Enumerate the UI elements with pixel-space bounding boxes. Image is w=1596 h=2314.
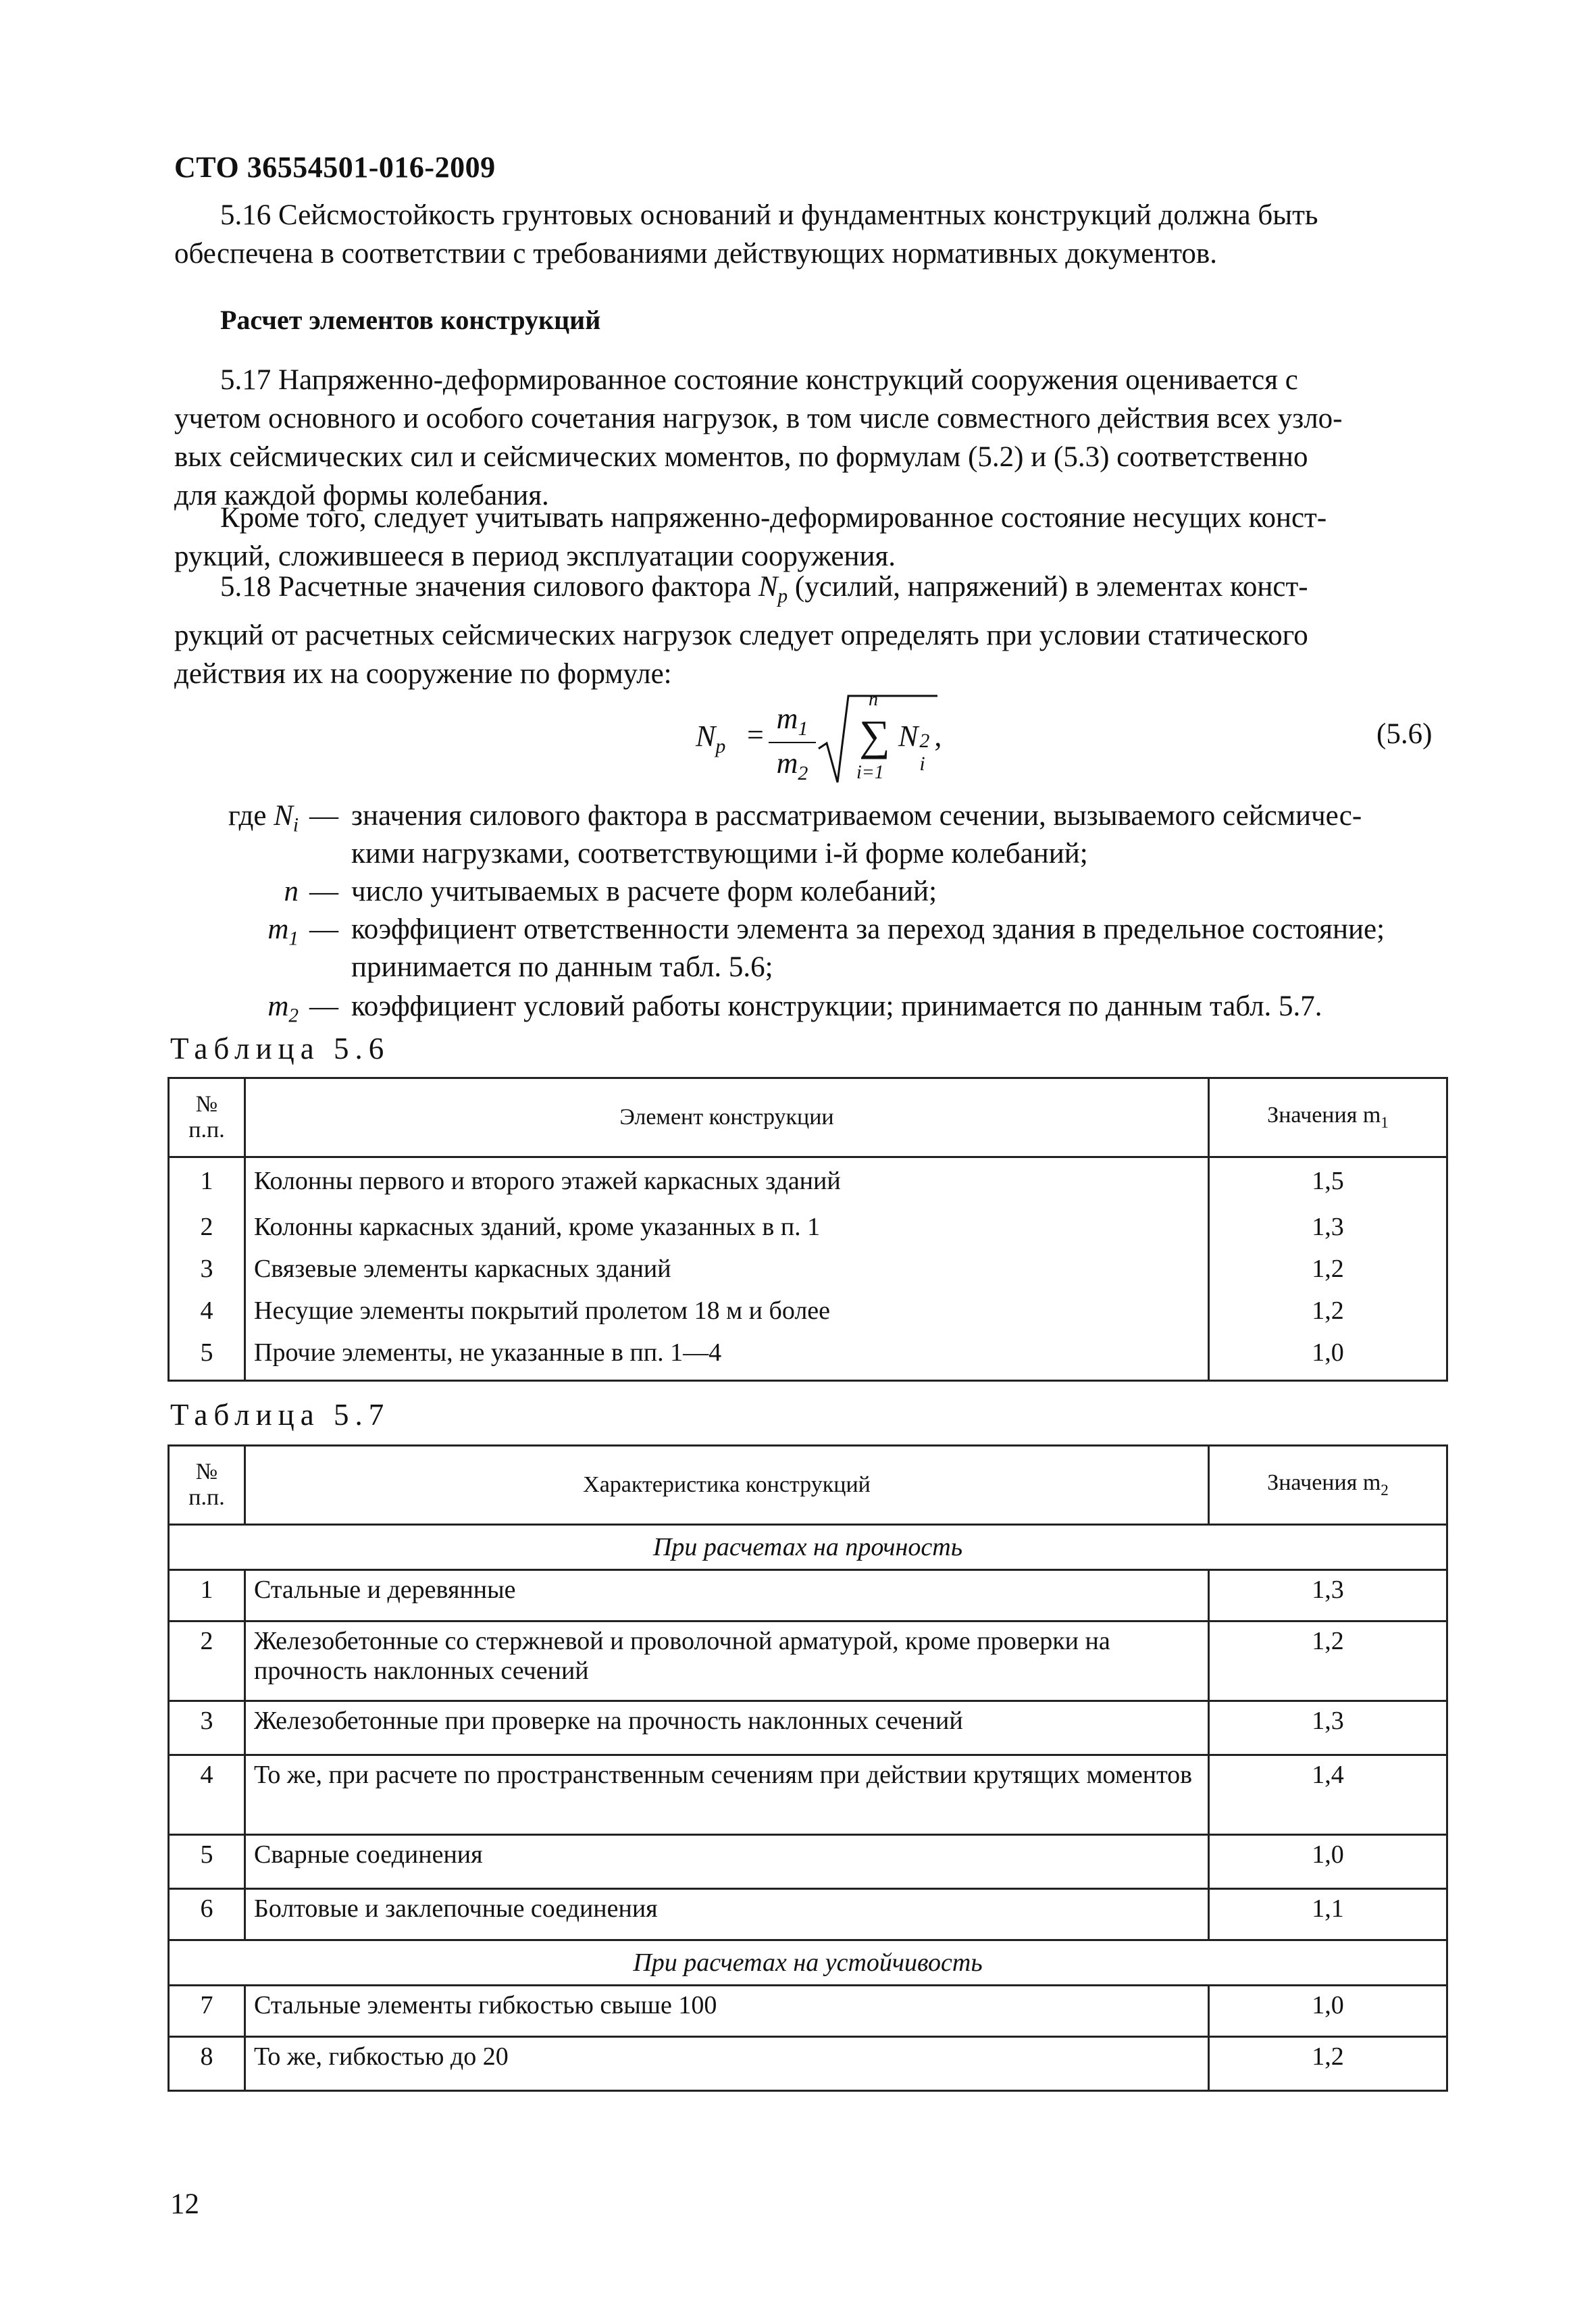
table-row <box>169 1835 1447 1889</box>
table-row <box>169 1889 1447 1940</box>
row-number: 4 <box>169 1292 245 1334</box>
table-5-6-caption: Таблица 5.6 <box>170 1032 390 1065</box>
table-row <box>169 2037 1447 2091</box>
paragraph-line: вых сейсмических сил и сейсмических моментов, по формулам (5.2) и (5.3) соответственно <box>174 441 1308 473</box>
row-number: 4 <box>169 1755 245 1835</box>
definition-dash: — <box>309 913 338 945</box>
definition-text: значения силового фактора в рассматриваемом сечении, вызываемого сейсмичес- кими нагрузками, соответствующими i-й форме колебаний; <box>351 800 1362 870</box>
paragraph-5-18 <box>174 568 1444 693</box>
definition-symbol: n <box>284 876 299 907</box>
row-value: 1,2 <box>1209 2037 1447 2091</box>
row-value: 1,2 <box>1209 1292 1447 1334</box>
formula-lhs: $N_p$ <box>696 720 726 757</box>
paragraph-line: рукций от расчетных сейсмических нагрузок следует определять при условии статического <box>174 619 1308 651</box>
definition-symbol: где $N_i$ <box>228 800 299 836</box>
equals-sign: = <box>747 718 764 751</box>
row-number: 5 <box>169 1835 245 1889</box>
section-title-strength: При расчетах на прочность <box>169 1525 1447 1570</box>
column-header-value: Значения $m_2$ <box>1209 1446 1447 1525</box>
document-code: СТО 36554501-016-2009 <box>174 151 496 184</box>
row-number: 8 <box>169 2037 245 2091</box>
definition-text: число учитываемых в расчете форм колебаний; <box>351 876 937 907</box>
table-row <box>169 1570 1447 1621</box>
paragraph-line: для каждой формы колебания. <box>174 480 549 511</box>
row-text: Железобетонные при проверке на прочность наклонных сечений <box>245 1701 1209 1755</box>
table-header-row <box>169 1078 1447 1157</box>
row-value: 1,0 <box>1209 1835 1447 1889</box>
row-number: 3 <box>169 1250 245 1292</box>
table-5-6 <box>168 1077 1448 1382</box>
row-value: 1,3 <box>1209 1701 1447 1755</box>
row-number: 5 <box>169 1334 245 1381</box>
section-heading: Расчет элементов конструкций <box>220 305 601 335</box>
row-text: Несущие элементы покрытий пролетом 18 м и более <box>245 1292 1209 1334</box>
row-value: 1,5 <box>1209 1157 1447 1209</box>
definition-text: коэффициент условий работы конструкции; принимается по данным табл. 5.7. <box>351 990 1322 1022</box>
row-number: 1 <box>169 1157 245 1209</box>
row-value: 1,4 <box>1209 1755 1447 1835</box>
definition-symbol: $m_2$ <box>267 990 299 1027</box>
table-row <box>169 1157 1447 1209</box>
section-title-stability: При расчетах на устойчивость <box>169 1940 1447 1986</box>
row-text: Колонны первого и второго этажей каркасных зданий <box>245 1157 1209 1209</box>
paragraph-line: Кроме того, следует учитывать напряженно-деформированное состояние несущих конст- <box>220 502 1327 534</box>
row-text: Стальные и деревянные <box>245 1570 1209 1621</box>
table-section-row <box>169 1525 1447 1570</box>
row-number: 2 <box>169 1208 245 1250</box>
row-number: 7 <box>169 1986 245 2037</box>
paragraph-line: учетом основного и особого сочетания нагрузок, в том числе совместного действия всех узло- <box>174 403 1343 434</box>
sum-upper-limit: n <box>869 689 878 710</box>
row-value: 1,3 <box>1209 1570 1447 1621</box>
row-text: Прочие элементы, не указанные в пп. 1—4 <box>245 1334 1209 1381</box>
definition-text: коэффициент ответственности элемента за переход здания в предельное состояние; принимается по данным табл. 5.6; <box>351 913 1385 983</box>
sum-lower-limit: i=1 <box>856 762 884 783</box>
row-text: Сварные соединения <box>245 1835 1209 1889</box>
row-text: То же, гибкостью до 20 <box>245 2037 1209 2091</box>
column-header-number: № п.п. <box>169 1446 245 1525</box>
table-row <box>169 1292 1447 1334</box>
table-row <box>169 1621 1447 1701</box>
fraction-numerator: $m_1$ <box>769 701 816 743</box>
row-text: Связевые элементы каркасных зданий <box>245 1250 1209 1292</box>
paragraph-extra <box>174 499 1444 576</box>
row-value: 1,1 <box>1209 1889 1447 1940</box>
row-number: 3 <box>169 1701 245 1755</box>
page-number: 12 <box>170 2188 199 2220</box>
row-value: 1,2 <box>1209 1621 1447 1701</box>
row-text: Стальные элементы гибкостью свыше 100 <box>245 1986 1209 2037</box>
row-number: 6 <box>169 1889 245 1940</box>
row-text: Болтовые и заклепочные соединения <box>245 1889 1209 1940</box>
table-row <box>169 1701 1447 1755</box>
row-number: 1 <box>169 1570 245 1621</box>
table-5-7 <box>168 1444 1448 2092</box>
table-header-row <box>169 1446 1447 1525</box>
paragraph-line: рукций, сложившееся в период эксплуатации сооружения. <box>174 540 896 572</box>
column-header-element: Элемент конструкции <box>245 1078 1209 1157</box>
row-number: 2 <box>169 1621 245 1701</box>
paragraph-5-17 <box>174 361 1444 515</box>
row-value: 1,3 <box>1209 1208 1447 1250</box>
column-header-number: № п.п. <box>169 1078 245 1157</box>
fraction-denominator: $m_2$ <box>776 746 808 784</box>
paragraph-line: 5.18 Расчетные значения силового фактора $N_p$ (усилий, напряжений) в элементах конст- <box>220 571 1308 607</box>
row-text: То же, при расчете по пространственным сечениям при действии крутящих моментов <box>245 1755 1209 1835</box>
row-value: 1,0 <box>1209 1334 1447 1381</box>
table-section-row <box>169 1940 1447 1986</box>
row-text: Колонны каркасных зданий, кроме указанных в п. 1 <box>245 1208 1209 1250</box>
table-row <box>169 1755 1447 1835</box>
table-row <box>169 1334 1447 1381</box>
row-value: 1,2 <box>1209 1250 1447 1292</box>
formula-fraction <box>769 701 816 785</box>
definition-dash: — <box>309 990 338 1022</box>
definition-symbol: $m_1$ <box>267 913 299 950</box>
paragraph-line: 5.17 Напряженно-деформированное состояние конструкций сооружения оценивается с <box>220 364 1298 396</box>
paragraph-5-16 <box>174 196 1444 273</box>
formula-term: N 2 i , <box>898 720 942 775</box>
row-text: Железобетонные со стержневой и проволочной арматурой, кроме проверки на прочность наклонных сечений <box>245 1621 1209 1701</box>
table-5-7-caption: Таблица 5.7 <box>170 1398 390 1432</box>
table-row <box>169 1250 1447 1292</box>
definition-dash: — <box>309 800 338 832</box>
paragraph-line: обеспечена в соответствии с требованиями действующих нормативных документов. <box>174 238 1217 270</box>
definition-dash: — <box>309 876 338 907</box>
column-header-value: Значения $m_1$ <box>1209 1078 1447 1157</box>
formula-5-6 <box>696 689 1033 790</box>
table-row <box>169 1208 1447 1250</box>
table-row <box>169 1986 1447 2037</box>
column-header-characteristic: Характеристика конструкций <box>245 1446 1209 1525</box>
paragraph-line: 5.16 Сейсмостойкость грунтовых оснований и фундаментных конструкций должна быть <box>220 199 1318 231</box>
paragraph-line: действия их на сооружение по формуле: <box>174 657 672 690</box>
row-value: 1,0 <box>1209 1986 1447 2037</box>
equation-number: (5.6) <box>1376 718 1433 750</box>
sum-sign-icon: ∑ <box>859 711 890 759</box>
